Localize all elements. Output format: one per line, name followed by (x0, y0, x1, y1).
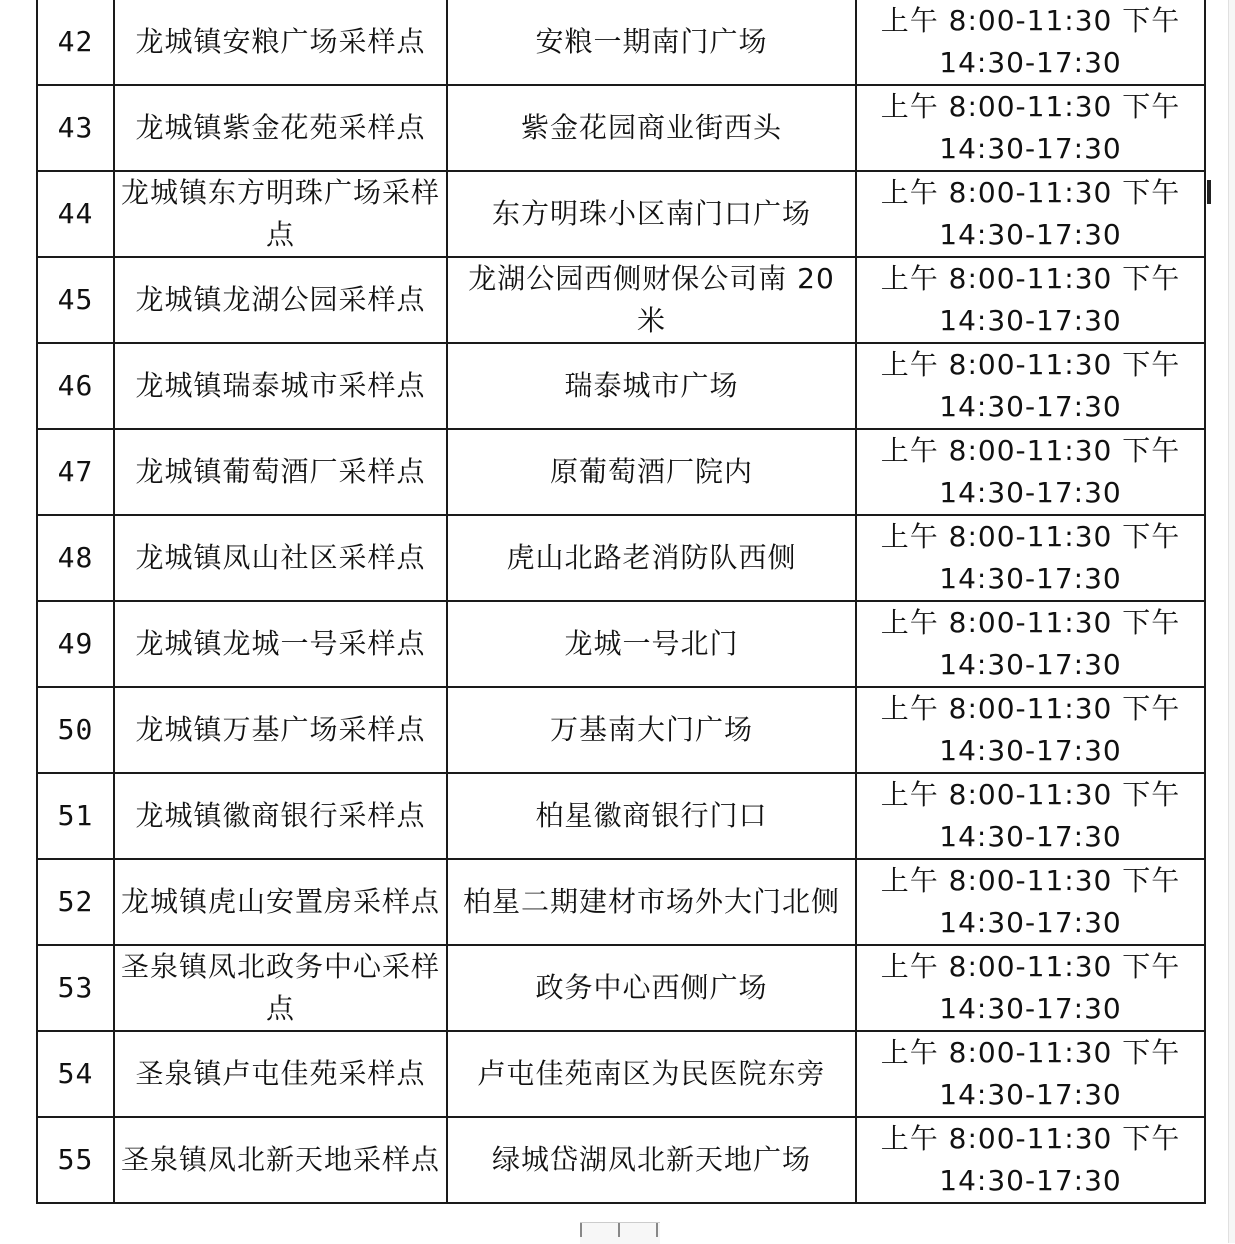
service-hours (856, 1031, 1205, 1117)
table-row (37, 171, 1205, 257)
table-row (37, 343, 1205, 429)
row-number: 43 (37, 85, 114, 171)
site-location: 安粮一期南门广场 (447, 0, 856, 85)
table-row (37, 257, 1205, 343)
site-name: 龙城镇徽商银行采样点 (114, 773, 447, 859)
site-location: 瑞泰城市广场 (447, 343, 856, 429)
service-hours (856, 429, 1205, 515)
site-name: 龙城镇安粮广场采样点 (114, 0, 447, 85)
site-name: 龙城镇紫金花苑采样点 (114, 85, 447, 171)
site-location: 原葡萄酒厂院内 (447, 429, 856, 515)
service-hours (856, 257, 1205, 343)
site-name: 龙城镇龙城一号采样点 (114, 601, 447, 687)
table-row (37, 859, 1205, 945)
table-row (37, 1031, 1205, 1117)
table-row (37, 0, 1205, 85)
site-location: 万基南大门广场 (447, 687, 856, 773)
service-hours-pm: 14:30-17:30 (939, 476, 1122, 509)
site-name: 圣泉镇凤北政务中心采样点 (114, 945, 447, 1031)
service-hours-pm: 14:30-17:30 (939, 46, 1122, 79)
site-location: 政务中心西侧广场 (447, 945, 856, 1031)
table-row (37, 515, 1205, 601)
service-hours (856, 601, 1205, 687)
service-hours-am: 上午 8:00-11:30 下午 (880, 692, 1181, 725)
row-number: 49 (37, 601, 114, 687)
service-hours-am: 上午 8:00-11:30 下午 (880, 778, 1181, 811)
row-number: 50 (37, 687, 114, 773)
service-hours-pm: 14:30-17:30 (939, 390, 1122, 423)
service-hours-am: 上午 8:00-11:30 下午 (880, 348, 1181, 381)
service-hours-am: 上午 8:00-11:30 下午 (880, 90, 1181, 123)
scroll-indicator (1207, 180, 1211, 204)
service-hours (856, 343, 1205, 429)
site-location: 卢屯佳苑南区为民医院东旁 (447, 1031, 856, 1117)
service-hours-am: 上午 8:00-11:30 下午 (880, 864, 1181, 897)
site-location: 柏星徽商银行门口 (447, 773, 856, 859)
table-row (37, 773, 1205, 859)
site-name: 龙城镇龙湖公园采样点 (114, 257, 447, 343)
row-number: 54 (37, 1031, 114, 1117)
service-hours-am: 上午 8:00-11:30 下午 (880, 176, 1181, 209)
service-hours (856, 1117, 1205, 1203)
service-hours-pm: 14:30-17:30 (939, 906, 1122, 939)
service-hours (856, 687, 1205, 773)
service-hours (856, 171, 1205, 257)
scrollbar-track[interactable] (1228, 0, 1235, 1243)
row-number: 42 (37, 0, 114, 85)
table-row (37, 945, 1205, 1031)
service-hours-am: 上午 8:00-11:30 下午 (880, 262, 1181, 295)
site-name: 龙城镇葡萄酒厂采样点 (114, 429, 447, 515)
service-hours-am: 上午 8:00-11:30 下午 (880, 520, 1181, 553)
site-name: 圣泉镇卢屯佳苑采样点 (114, 1031, 447, 1117)
sampling-sites-table-container (36, 0, 1204, 1204)
site-location: 龙城一号北门 (447, 601, 856, 687)
table-row (37, 429, 1205, 515)
site-name: 龙城镇东方明珠广场采样点 (114, 171, 447, 257)
site-location: 紫金花园商业街西头 (447, 85, 856, 171)
table-body (37, 0, 1205, 1203)
service-hours-pm: 14:30-17:30 (939, 648, 1122, 681)
service-hours-pm: 14:30-17:30 (939, 1164, 1122, 1197)
table-row (37, 85, 1205, 171)
row-number: 46 (37, 343, 114, 429)
service-hours (856, 773, 1205, 859)
site-location: 绿城岱湖凤北新天地广场 (447, 1117, 856, 1203)
row-number: 53 (37, 945, 114, 1031)
service-hours-am: 上午 8:00-11:30 下午 (880, 4, 1181, 37)
service-hours (856, 945, 1205, 1031)
row-number: 47 (37, 429, 114, 515)
service-hours-am: 上午 8:00-11:30 下午 (880, 950, 1181, 983)
service-hours-am: 上午 8:00-11:30 下午 (880, 1122, 1181, 1155)
site-name: 龙城镇凤山社区采样点 (114, 515, 447, 601)
site-name: 龙城镇万基广场采样点 (114, 687, 447, 773)
service-hours-pm: 14:30-17:30 (939, 132, 1122, 165)
table-row (37, 687, 1205, 773)
service-hours-am: 上午 8:00-11:30 下午 (880, 434, 1181, 467)
site-location: 柏星二期建材市场外大门北侧 (447, 859, 856, 945)
service-hours-pm: 14:30-17:30 (939, 218, 1122, 251)
service-hours-pm: 14:30-17:30 (939, 562, 1122, 595)
service-hours (856, 85, 1205, 171)
service-hours-pm: 14:30-17:30 (939, 304, 1122, 337)
row-number: 45 (37, 257, 114, 343)
service-hours-am: 上午 8:00-11:30 下午 (880, 606, 1181, 639)
service-hours-pm: 14:30-17:30 (939, 1078, 1122, 1111)
horizontal-scrollbar[interactable] (580, 1222, 660, 1244)
site-name: 龙城镇虎山安置房采样点 (114, 859, 447, 945)
site-location: 龙湖公园西侧财保公司南 20 米 (447, 257, 856, 343)
row-number: 52 (37, 859, 114, 945)
site-location: 东方明珠小区南门口广场 (447, 171, 856, 257)
service-hours (856, 515, 1205, 601)
service-hours (856, 859, 1205, 945)
row-number: 48 (37, 515, 114, 601)
service-hours-pm: 14:30-17:30 (939, 734, 1122, 767)
row-number: 44 (37, 171, 114, 257)
service-hours (856, 0, 1205, 85)
site-location: 虎山北路老消防队西侧 (447, 515, 856, 601)
service-hours-pm: 14:30-17:30 (939, 992, 1122, 1025)
table-row (37, 601, 1205, 687)
service-hours-pm: 14:30-17:30 (939, 820, 1122, 853)
sampling-sites-table (36, 0, 1206, 1204)
service-hours-am: 上午 8:00-11:30 下午 (880, 1036, 1181, 1069)
table-row (37, 1117, 1205, 1203)
site-name: 圣泉镇凤北新天地采样点 (114, 1117, 447, 1203)
row-number: 51 (37, 773, 114, 859)
site-name: 龙城镇瑞泰城市采样点 (114, 343, 447, 429)
row-number: 55 (37, 1117, 114, 1203)
